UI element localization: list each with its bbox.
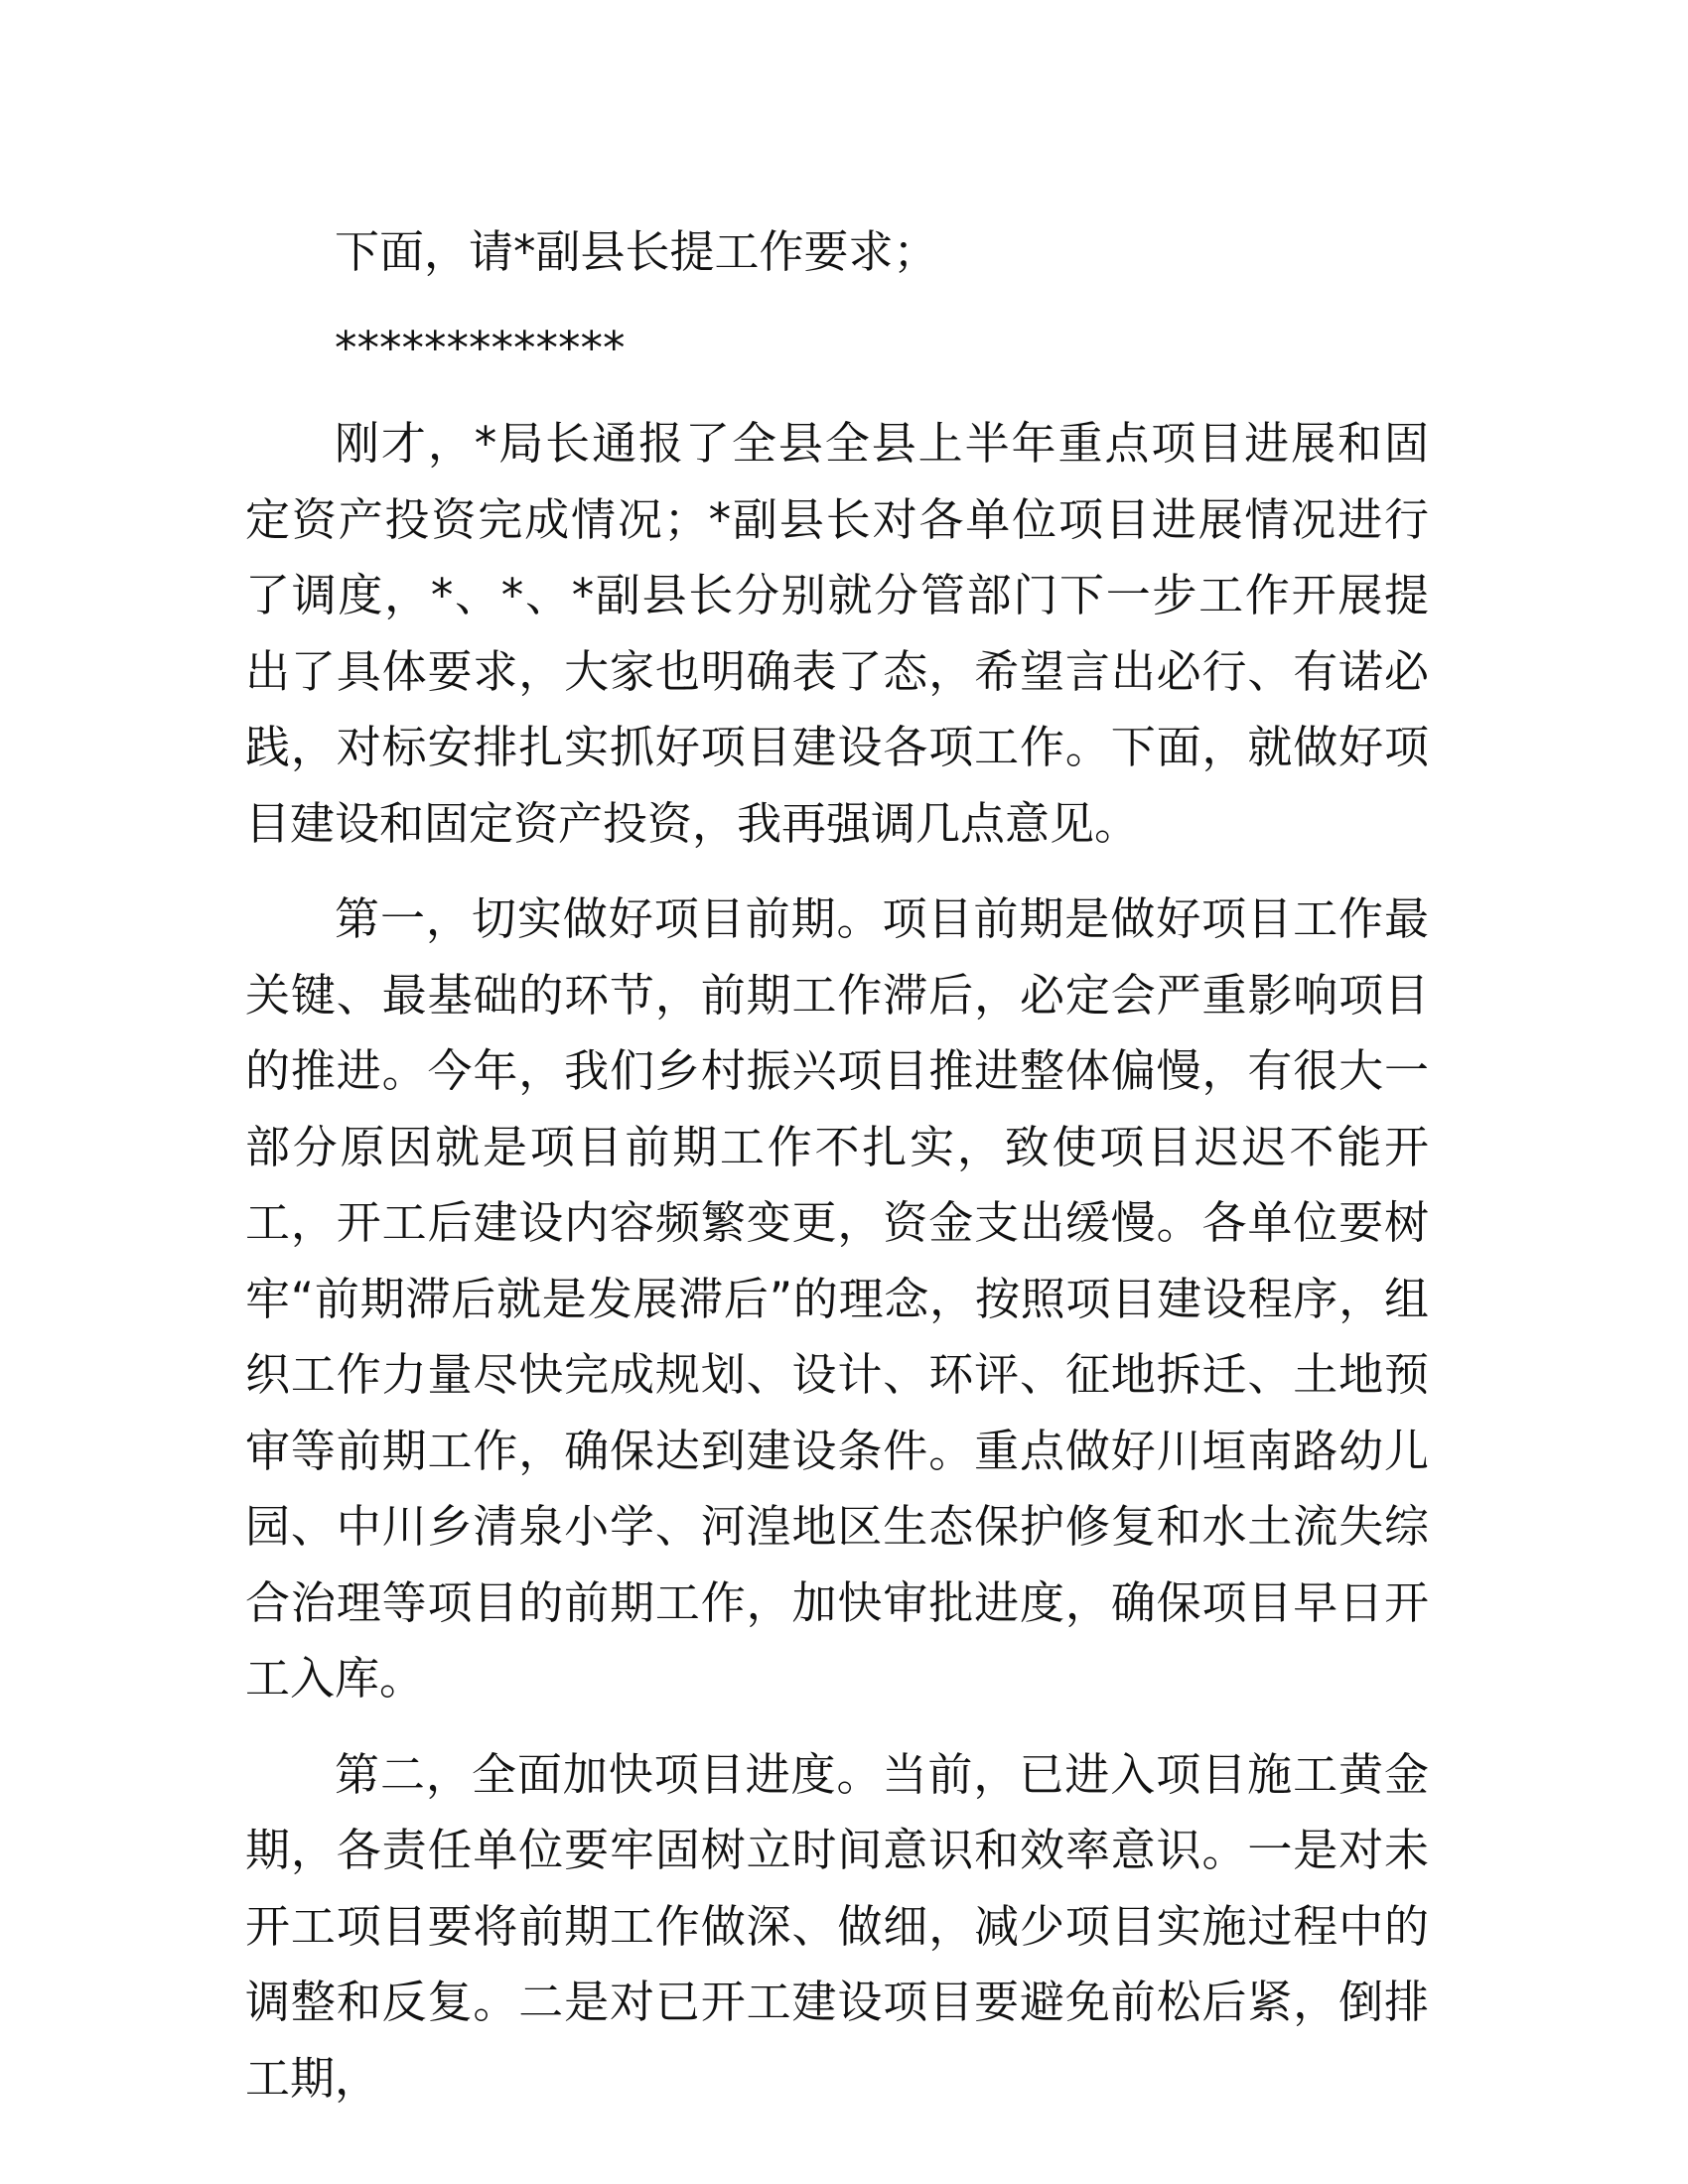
paragraph-intro: 下面，请*副县长提工作要求； <box>335 225 938 278</box>
document-page <box>245 214 1429 2136</box>
paragraph-point-two: 第二，全面加快项目进度。当前，已进入项目施工黄金期，各责任单位要牢固树立时间意识和效率意识。一是对未开工项目要将前期工作做深、做细，减少项目实施过程中的调整和反复。二是对已开工建设项目要避免前松后紧，倒排工期， <box>245 1747 1429 2105</box>
paragraph-summary: 刚才，*局长通报了全县全县上半年重点项目进展和固定资产投资完成情况；*副县长对各单位项目进展情况进行了调度，*、*、*副县长分别就分管部门下一步工作开展提出了具体要求，大家也明确表了态，希望言出必行、有诺必践，对标安排扎实抓好项目建设各项工作。下面，就做好项目建设和固定资产投资，我再强调几点意见。 <box>245 417 1429 850</box>
paragraph-separator: ************* <box>335 321 626 374</box>
paragraph-point-one: 第一，切实做好项目前期。项目前期是做好项目工作最关键、最基础的环节，前期工作滞后，必定会严重影响项目的推进。今年，我们乡村振兴项目推进整体偏慢，有很大一部分原因就是项目前期工作不扎实，致使项目迟迟不能开工，开工后建设内容频繁变更，资金支出缓慢。各单位要树牢“前期滞后就是发展滞后”的理念，按照项目建设程序，组织工作力量尽快完成规划、设计、环评、征地拆迁、土地预审等前期工作，确保达到建设条件。重点做好川垣南路幼儿园、中川乡清泉小学、河湟地区生态保护修复和水土流失综合治理等项目的前期工作，加快审批进度，确保项目早日开工入库。 <box>245 892 1429 1705</box>
